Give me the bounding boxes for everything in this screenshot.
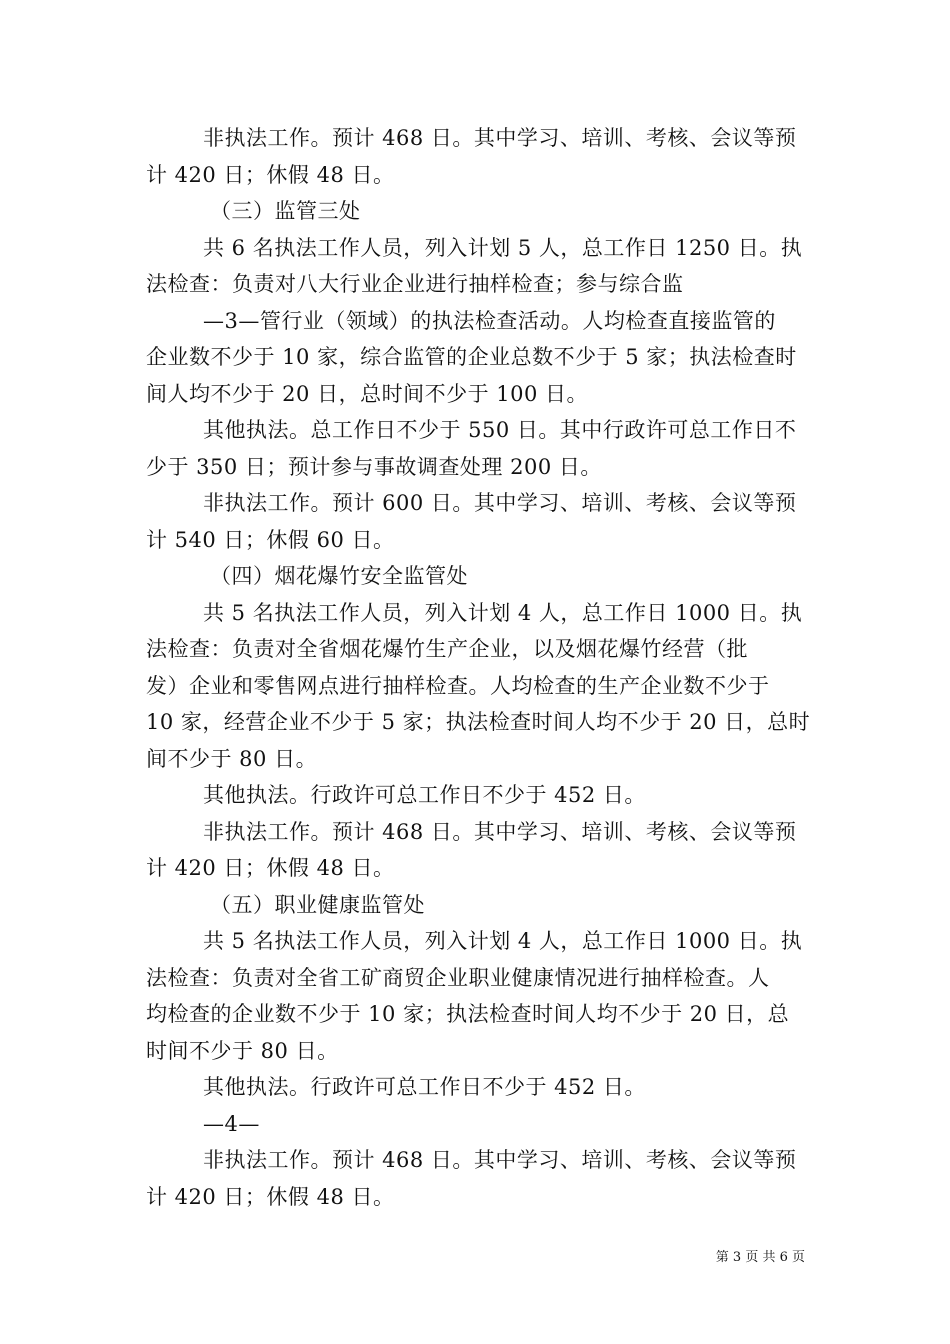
text-line: （四）烟花爆竹安全监管处	[210, 564, 468, 588]
text-line: 法检查：负责对全省烟花爆竹生产企业，以及烟花爆竹经营（批	[146, 637, 748, 661]
text-line: 非执法工作。预计 468 日。其中学习、培训、考核、会议等预	[203, 126, 797, 150]
text-line: （三）监管三处	[210, 199, 361, 223]
text-line: 少于 350 日；预计参与事故调查处理 200 日。	[146, 454, 602, 479]
text-line: 共 5 名执法工作人员，列入计划 4 人，总工作日 1000 日。执	[203, 929, 803, 953]
text-line: 法检查：负责对八大行业企业进行抽样检查；参与综合监	[146, 272, 684, 296]
text-line: —3—管行业（领域）的执法检查活动。人均检查直接监管的	[203, 308, 776, 333]
text-line: 非执法工作。预计 468 日。其中学习、培训、考核、会议等预	[203, 1148, 797, 1172]
text-line: —4—	[203, 1111, 260, 1136]
text-line: 时间不少于 80 日。	[146, 1038, 339, 1063]
text-line: 共 5 名执法工作人员，列入计划 4 人，总工作日 1000 日。执	[203, 600, 803, 625]
text-line: 间不少于 80 日。	[146, 746, 318, 771]
page-number-footer: 第 3 页 共 6 页	[715, 1250, 805, 1265]
text-line: 非执法工作。预计 600 日。其中学习、培训、考核、会议等预	[203, 491, 797, 515]
text-line: 计 420 日；休假 48 日。	[146, 856, 395, 880]
text-line: 其他执法。行政许可总工作日不少于 452 日。	[203, 783, 646, 807]
text-line: 其他执法。行政许可总工作日不少于 452 日。	[203, 1075, 646, 1099]
text-line: 共 6 名执法工作人员，列入计划 5 人，总工作日 1250 日。执	[203, 235, 803, 260]
text-line: 计 420 日；休假 48 日。	[146, 1184, 395, 1209]
text-line: 计 420 日；休假 48 日。	[146, 162, 395, 187]
text-line: 间人均不少于 20 日，总时间不少于 100 日。	[146, 381, 589, 406]
text-line: 10 家，经营企业不少于 5 家；执法检查时间人均不少于 20 日，总时	[146, 710, 811, 734]
text-line: 企业数不少于 10 家，综合监管的企业总数不少于 5 家；执法检查时	[146, 345, 797, 369]
text-line: 法检查：负责对全省工矿商贸企业职业健康情况进行抽样检查。人	[146, 965, 770, 990]
text-line: 非执法工作。预计 468 日。其中学习、培训、考核、会议等预	[203, 819, 797, 844]
document-body	[146, 120, 816, 1215]
text-line: 均检查的企业数不少于 10 家；执法检查时间人均不少于 20 日，总	[146, 1002, 790, 1026]
text-line: 其他执法。总工作日不少于 550 日。其中行政许可总工作日不	[203, 418, 797, 442]
text-line: （五）职业健康监管处	[210, 892, 425, 917]
text-line: 发）企业和零售网点进行抽样检查。人均检查的生产企业数不少于	[146, 673, 770, 698]
text-line: 计 540 日；休假 60 日。	[146, 527, 395, 552]
